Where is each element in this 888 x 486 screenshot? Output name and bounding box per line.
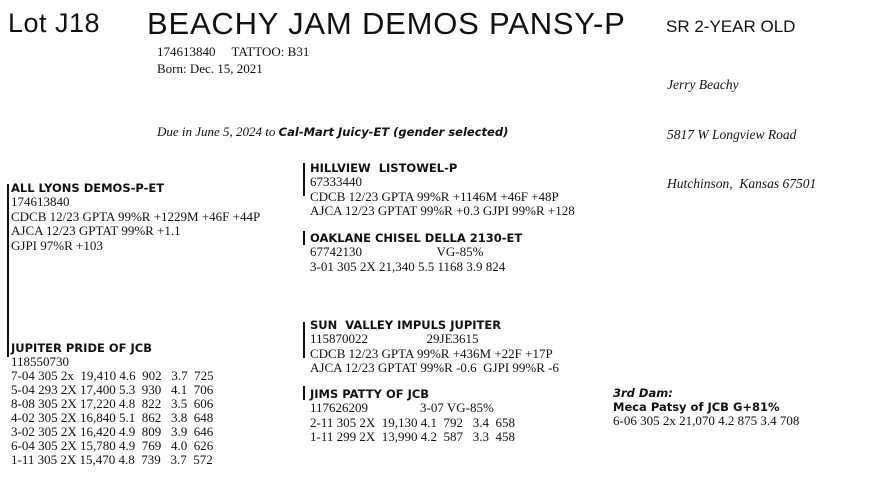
pedigree-line-sire-dam: [303, 231, 305, 245]
sire-block: [11, 181, 260, 253]
service-sire: Cal-Mart Juicy-ET (gender selected): [278, 125, 509, 139]
third-dam-label: 3rd Dam:: [613, 386, 673, 400]
due-date-line: [157, 124, 508, 140]
owner-city: Hutchinson, Kansas 67501: [667, 176, 817, 191]
dam-record: 6-04 305 2X 15,780 4.9 769 4.0 626: [11, 438, 214, 453]
sire-dam-block: [310, 231, 522, 274]
sire-dam-line: 3-01 305 2X 21,340 5.5 1168 3.9 824: [310, 258, 506, 274]
dam-line: 118550730: [11, 354, 70, 369]
third-dam-name: Meca Patsy of JCB G+81%: [613, 400, 780, 414]
registration-line: 174613840 TATTOO: B31: [157, 44, 310, 59]
due-prefix: Due in June 5, 2024 to: [157, 124, 279, 139]
sire-line: GJPI 97%R +103: [11, 237, 103, 253]
dam-sire-line: CDCB 12/23 GPTA 99%R +436M +22F +17P: [310, 345, 553, 361]
third-dam-record: 6-06 305 2x 21,070 4.2 875 3.4 708: [613, 413, 800, 428]
third-dam-block: [613, 386, 799, 429]
sire-sire-line: AJCA 12/23 GPTAT 99%R +0.3 GJPI 99%R +128: [310, 203, 575, 218]
pedigree-line-main: [7, 184, 9, 357]
dam-dam-block: [310, 387, 515, 445]
class-label: SR 2-YEAR OLD: [666, 17, 796, 36]
sire-name: ALL LYONS DEMOS-P-ET: [11, 181, 165, 195]
dam-record: 3-02 305 2X 16,420 4.9 809 3.9 646: [11, 424, 214, 439]
owner-address: 5817 W Longview Road: [667, 126, 797, 142]
sire-dam-name: OAKLANE CHISEL DELLA 2130-ET: [310, 231, 523, 245]
dam-record: 7-04 305 2x 19,410 4.6 902 3.7 725: [11, 368, 214, 383]
pedigree-line-sire-sire: [303, 163, 305, 196]
sire-line: CDCB 12/23 GPTA 99%R +1229M +46F +44P: [11, 208, 261, 224]
dam-sire-block: [310, 318, 559, 376]
dam-dam-line: 2-11 305 2X 19,130 4.1 792 3.4 658: [310, 414, 515, 430]
sire-sire-block: [310, 161, 575, 219]
pedigree-line-dam-sire: [303, 322, 305, 358]
dam-record: 1-11 305 2X 15,470 4.8 739 3.7 572: [11, 452, 213, 467]
sire-dam-line: 67742130 VG-85%: [310, 244, 484, 259]
sire-sire-line: 67333440: [310, 174, 362, 189]
animal-name: BEACHY JAM DEMOS PANSY-P: [147, 6, 626, 41]
sire-line: 174613840: [11, 194, 70, 209]
dam-block: [11, 341, 214, 467]
sire-line: AJCA 12/23 GPTAT 99%R +1.1: [11, 223, 181, 238]
dam-sire-name: SUN VALLEY IMPULS JUPITER: [310, 318, 502, 332]
dam-record: 4-02 305 2X 16,840 5.1 862 3.8 648: [11, 410, 214, 425]
dam-dam-name: JIMS PATTY OF JCB: [310, 387, 430, 401]
dam-record: 5-04 293 2X 17,400 5.3 930 4.1 706: [11, 382, 214, 397]
owner-block: [667, 44, 816, 209]
dam-sire-line: AJCA 12/23 GPTAT 99%R -0.6 GJPI 99%R -6: [310, 360, 559, 375]
birth-date: Born: Dec. 15, 2021: [157, 61, 263, 76]
dam-dam-line: 117626209 3-07 VG-85%: [310, 400, 494, 415]
pedigree-line-dam-dam: [303, 386, 305, 400]
dam-dam-line: 1-11 299 2X 13,990 4.2 587 3.3 458: [310, 429, 515, 444]
sire-sire-name: HILLVIEW LISTOWEL-P: [310, 161, 458, 175]
dam-name: JUPITER PRIDE OF JCB: [11, 341, 152, 355]
sire-sire-line: CDCB 12/23 GPTA 99%R +1146M +46F +48P: [310, 188, 559, 204]
dam-sire-line: 115870022 29JE3615: [310, 331, 479, 346]
owner-name: Jerry Beachy: [667, 77, 739, 92]
dam-record: 8-08 305 2X 17,220 4.8 822 3.5 606: [11, 396, 214, 411]
lot-number: Lot J18: [8, 8, 101, 38]
